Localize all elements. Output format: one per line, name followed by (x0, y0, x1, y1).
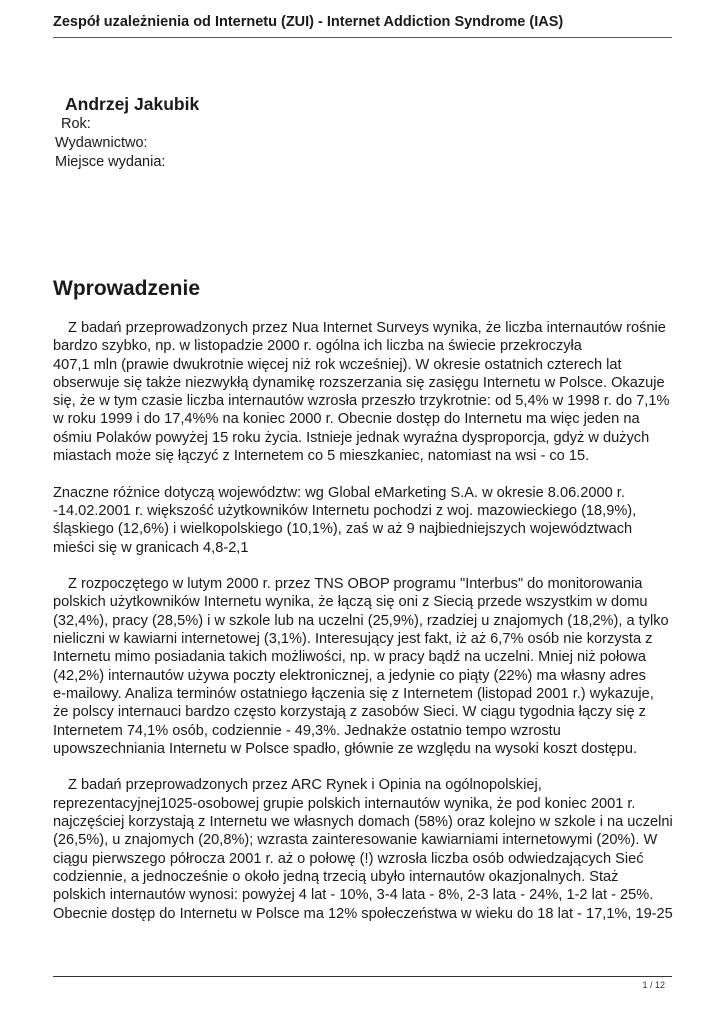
meta-year-label: Rok: (61, 116, 91, 132)
text-line: Z badań przeprowadzonych przez ARC Rynek i Opinia na ogólnopolskiej, (68, 777, 542, 794)
text-line: najczęściej korzystają z Internetu we własnych domach (58%) oraz kolejno w szkole i na uczelni (53, 814, 673, 831)
page-number: 1 / 12 (642, 980, 665, 990)
text-line: mieści się w granicach 4,8-2,1 (53, 539, 249, 556)
document-header-title: Zespół uzależnienia od Internetu (ZUI) - Internet Addiction Syndrome (IAS) (53, 14, 564, 30)
text-line: się, że w tym czasie liczba internautów wzrosła przeszło trzykrotnie: od 5,4% w 1998 r. do 7,1% (53, 393, 670, 410)
text-line: Z badań przeprowadzonych przez Nua Internet Surveys wynika, że liczba internautów rośnie (68, 320, 666, 336)
text-line: e-mailowy. Analiza terminów ostatniego łączenia się z Internetem (listopad 2001 r.) wykazuje, (53, 685, 654, 702)
text-line: -14.02.2001 r. większość użytkowników Internetu pochodzi z woj. mazowieckiego (18,9%), (53, 502, 637, 519)
text-line: upowszechniania Internetu w Polsce spadło, głównie ze względu na wysoki koszt dostępu. (53, 740, 638, 757)
text-line: Obecnie dostęp do Internetu w Polsce ma 12% społeczeństwa w wieku do 18 lat - 17,1%, 19-25 (53, 905, 673, 922)
text-line: Internetu mimo posiadania takich możliwości, np. w pracy bądź na uczelni. Mniej niż połowa (53, 649, 646, 666)
text-line: obserwuje się także niezwykłą dynamikę rozszerzania się zasięgu Internetu w Polsce. Okazuje (53, 374, 665, 391)
author-name: Andrzej Jakubik (65, 94, 200, 114)
text-line: codziennie, a jednocześnie o około jedną trzecią ubyło internautów okazjonalnych. Staż (53, 868, 619, 885)
section-heading: Wprowadzenie (53, 277, 201, 300)
text-line: polskich internautów wynosi: powyżej 4 lat - 10%, 3-4 lata - 8%, 2-3 lata - 24%, 1-2 lat - 25%. (53, 887, 654, 904)
paragraph-3 (53, 575, 675, 758)
text-line: reprezentacyjnej1025-osobowej grupie polskich internautów wynika, że pod koniec 2001 r. (53, 795, 636, 812)
text-line: ośmiu Polaków powyżej 15 roku życia. Istnieje jednak wyraźna dysproporcja, gdyż w dużych (53, 429, 650, 446)
meta-place-label: Miejsce wydania: (55, 154, 166, 170)
text-line: śląskiego (12,6%) i wielkopolskiego (10,1%), zaś w aż 9 najbiedniejszych województwach (53, 521, 633, 538)
header-divider (53, 37, 672, 38)
article-body (53, 319, 675, 941)
text-line: w roku 1999 i do 17,4%% na koniec 2000 r. Obecnie dostęp do Internetu ma więc jeden na (53, 411, 640, 428)
text-line: ciągu pierwszego półrocza 2001 r. aż o połowę (!) wzrosła liczba osób odwiedzających Sieć (53, 850, 644, 867)
text-line: że polscy internauci bardzo często korzystają z zasobów Sieci. W ciągu tygodnia łączy się z (53, 704, 646, 721)
paragraph-1 (53, 319, 675, 465)
paragraph-4 (53, 776, 675, 922)
text-line: (42,2%) internautów używa poczty elektronicznej, a jedynie co piąty (22%) ma własny adres (53, 667, 646, 684)
text-line: Internetem 74,1% osób, codziennie - 49,3%. Jednakże ostatnio tempo wzrostu (53, 722, 561, 739)
text-line: 407,1 mln (prawie dwukrotnie więcej niż rok wcześniej). W okresie ostatnich czterech lat (53, 356, 622, 373)
text-line: polskich użytkowników Internetu wynika, że łączą się oni z Siecią przede wszystkim w domu (53, 594, 648, 611)
text-line: Z rozpoczętego w lutym 2000 r. przez TNS OBOP programu "Interbus" do monitorowania (68, 576, 643, 593)
meta-publisher-label: Wydawnictwo: (55, 135, 148, 151)
text-line: bardzo szybko, np. w listopadzie 2000 r. ogólna ich liczba na świecie przekroczyła (53, 338, 582, 355)
text-line: Znaczne różnice dotyczą województw: wg Global eMarketing S.A. w okresie 8.06.2000 r. (53, 484, 625, 501)
paragraph-2 (53, 484, 675, 557)
publication-meta (55, 93, 199, 172)
text-line: (32,4%), pracy (28,5%) i w szkole lub na uczelni (25,9%), rzadziej u znajomych (18,2%), a tylko (53, 612, 669, 629)
text-line: (26,5%), u znajomych (20,8%); wzrasta zainteresowanie kawiarniami internetowymi (20%). W (53, 832, 658, 849)
text-line: miastach może się łączyć z Internetem co 5 mieszkaniec, natomiast na wsi - co 15. (53, 448, 590, 465)
text-line: nieliczni w kawiarni internetowej (3,1%). Interesujący jest fakt, iż aż 6,7% osób nie korzysta z (53, 631, 653, 648)
footer-divider (53, 976, 672, 977)
